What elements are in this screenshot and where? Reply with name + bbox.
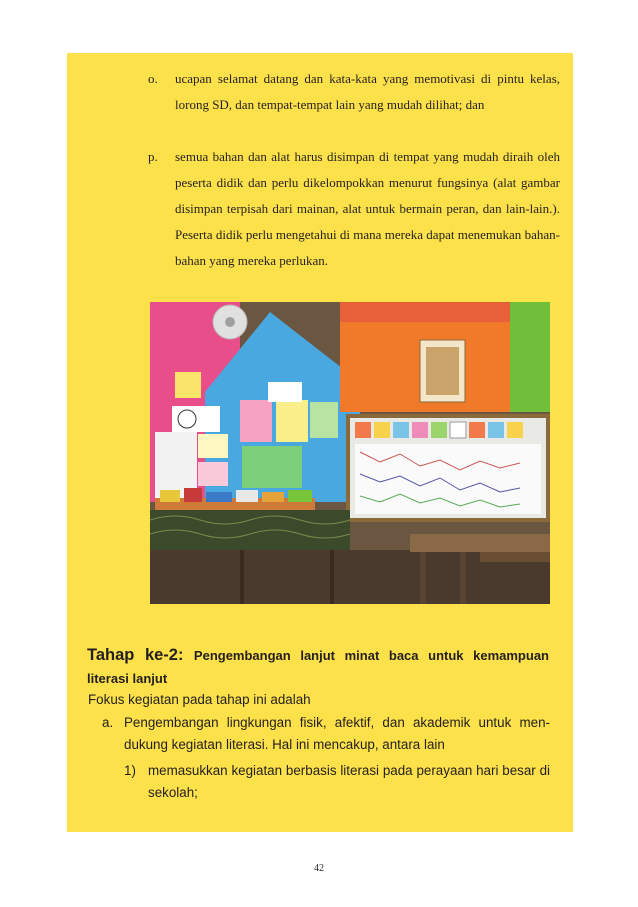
list-item-text: semua bahan dan alat harus disimpan di tempat yang mudah diraih oleh peserta didik dan perlu dikelompokkan menurut fungsinya (alat gambar disimpan terpisah dari mainan, alat untuk bermain peran, dan lain-lain.). Peserta didik perlu mengetahui di mana mereka dapat menemukan bahan-bahan yang mereka perlukan. xyxy=(175,149,560,268)
stage-label: Tahap ke-2: xyxy=(87,646,184,664)
sub-item-a-text: Pengembangan lingkungan fisik, afektif, dan akademik untuk men- dukung kegiatan literasi. Hal ini mencakup, antara lain xyxy=(124,715,550,752)
list-item-p xyxy=(148,144,560,284)
section-heading xyxy=(87,644,549,690)
section-intro: Fokus kegiatan pada tahap ini adalah xyxy=(88,692,311,707)
list-item-o xyxy=(148,66,560,144)
sub-item-a-marker: a. xyxy=(102,715,114,730)
list-item-text: ucapan selamat datang dan kata-kata yang memotivasi di pintu kelas, lorong SD, dan tempat-tempat lain yang mudah dilihat; dan xyxy=(175,71,560,112)
classroom-photo xyxy=(150,302,550,604)
classroom-illustration xyxy=(150,302,550,604)
list-marker: p. xyxy=(148,149,158,164)
list-marker: o. xyxy=(148,71,158,86)
sub-item-1-marker: 1) xyxy=(124,763,136,778)
stage-title: Pengembangan lanjut minat baca untuk kemampuan literasi lanjut xyxy=(87,648,549,686)
page-number: 42 xyxy=(314,863,324,874)
sub-item-1-text: memasukkan kegiatan berbasis literasi pada perayaan hari besar di sekolah; xyxy=(148,763,550,800)
